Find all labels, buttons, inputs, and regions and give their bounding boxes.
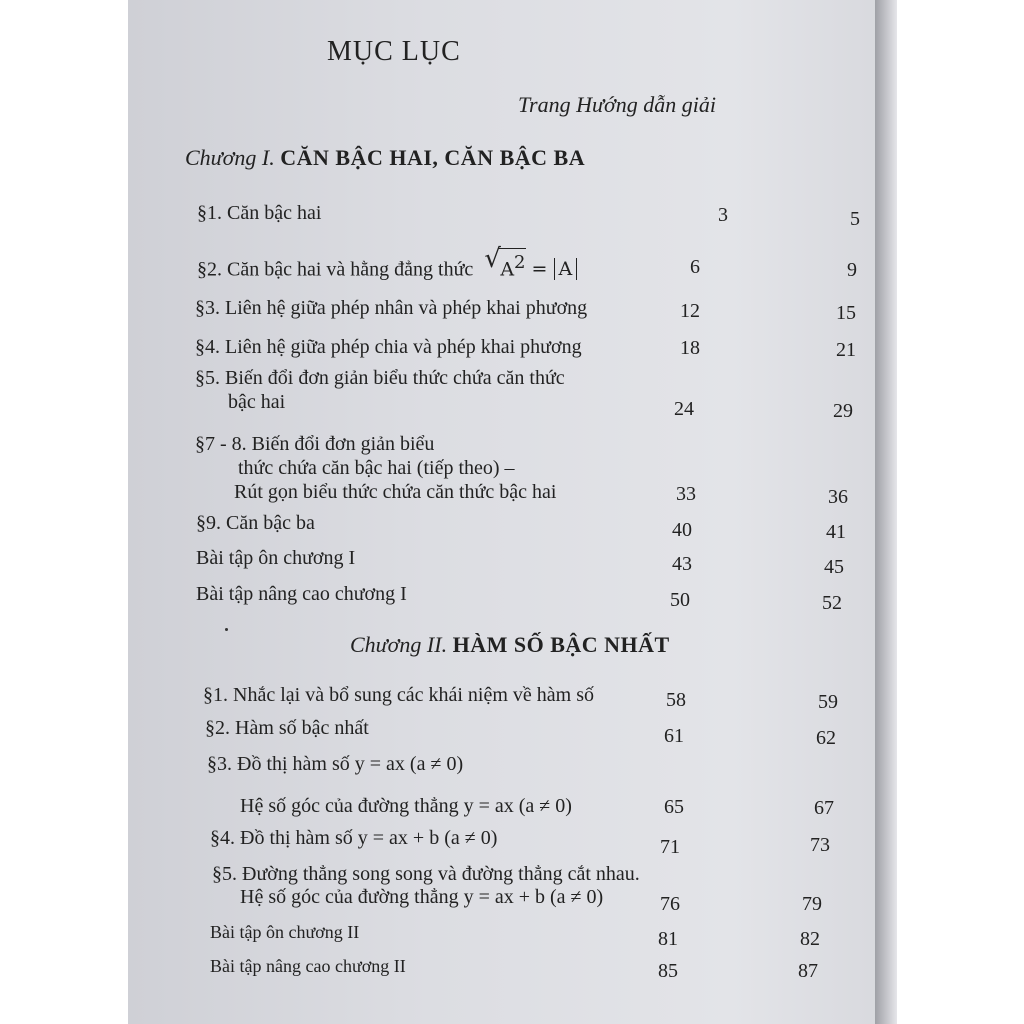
toc-entry-page: 76 <box>660 893 680 915</box>
toc-entry-solution-page: 62 <box>816 727 836 749</box>
toc-entry-page: 33 <box>676 483 696 505</box>
toc-entry-solution-page: 21 <box>836 339 856 361</box>
toc-entry-page: 58 <box>666 689 686 711</box>
toc-entry-page: 24 <box>674 398 694 420</box>
toc-entry-page: 50 <box>670 589 690 611</box>
page-title: MỤC LỤC <box>327 36 461 67</box>
toc-entry-solution-page: 5 <box>850 208 860 230</box>
toc-entry-solution-page: 36 <box>828 486 848 508</box>
chapter-1-heading <box>185 145 585 171</box>
toc-entry-label-cont: thức chứa căn bậc hai (tiếp theo) – <box>238 457 515 479</box>
toc-entry-label: §3. Đồ thị hàm số y = ax (a ≠ 0) <box>207 753 464 775</box>
chapter-1-name: CĂN BẬC HAI, CĂN BẬC BA <box>280 145 586 170</box>
toc-entry-label: §4. Liên hệ giữa phép chia và phép khai phương <box>195 336 582 358</box>
toc-entry-label-cont: Hệ số góc của đường thẳng y = ax + b (a ≠ 0) <box>240 886 604 908</box>
toc-entry-solution-page: 29 <box>833 400 853 422</box>
chapter-1-prefix: Chương I. <box>185 145 275 170</box>
toc-entry-label: Bài tập ôn chương I <box>196 547 356 569</box>
toc-entry-label: §1. Nhắc lại và bổ sung các khái niệm về hàm số <box>203 684 594 706</box>
toc-entry-solution-page: 87 <box>798 960 818 982</box>
toc-entry-page: 12 <box>680 300 700 322</box>
toc-entry-solution-page: 52 <box>822 592 842 614</box>
toc-entry-page: 71 <box>660 836 680 858</box>
toc-entry-label-cont: Rút gọn biểu thức chứa căn thức bậc hai <box>234 481 557 503</box>
toc-entry-solution-page: 67 <box>814 797 834 819</box>
toc-entry-page: 61 <box>664 725 684 747</box>
toc-entry-label-cont: Hệ số góc của đường thẳng y = ax (a ≠ 0) <box>240 795 572 817</box>
toc-entry-label: Bài tập nâng cao chương I <box>196 583 407 605</box>
toc-entry-page: 85 <box>658 960 678 982</box>
toc-entry-solution-page: 59 <box>818 691 838 713</box>
chapter-2-prefix: Chương II. <box>350 632 448 657</box>
toc-entry <box>197 244 577 282</box>
toc-entry-solution-page: 73 <box>810 834 830 856</box>
toc-entry-label: Bài tập nâng cao chương II <box>210 956 406 976</box>
identity-formula: √ $A^2 = A$ <box>484 258 577 280</box>
chapter-2-heading <box>350 632 670 658</box>
column-header: Trang Hướng dẫn giải <box>518 92 716 117</box>
toc-entry-label: §9. Căn bậc ba <box>196 512 315 534</box>
toc-entry-page: 40 <box>672 519 692 541</box>
toc-entry-solution-page: 15 <box>836 302 856 324</box>
toc-entry-label: §1. Căn bậc hai <box>197 202 322 224</box>
toc-entry-page: 81 <box>658 928 678 950</box>
toc-entry-solution-page: 45 <box>824 556 844 578</box>
toc-entry-solution-page: 79 <box>802 893 822 915</box>
toc-entry-label: §2. Hàm số bậc nhất <box>205 717 369 739</box>
toc-entry-label-cont: bậc hai <box>228 391 286 413</box>
ink-dot <box>225 628 228 631</box>
toc-entry-label: §5. Đường thẳng song song và đường thẳng cắt nhau. <box>212 863 640 885</box>
toc-entry-page: 6 <box>690 256 700 278</box>
toc-entry-page: 3 <box>718 204 728 226</box>
toc-entry-label: §5. Biến đổi đơn giản biểu thức chứa căn thức <box>195 367 565 389</box>
toc-entry-label: §7 - 8. Biến đổi đơn giản biểu <box>195 433 435 455</box>
chapter-2-name: HÀM SỐ BẬC NHẤT <box>452 632 670 657</box>
toc-entry-solution-page: 41 <box>826 521 846 543</box>
toc-entry-label: §2. Căn bậc hai và hằng đẳng thức <box>197 258 474 281</box>
toc-entry-label: Bài tập ôn chương II <box>210 922 360 942</box>
toc-entry-solution-page: 9 <box>847 259 857 281</box>
toc-entry-label: §4. Đồ thị hàm số y = ax + b (a ≠ 0) <box>210 827 498 849</box>
toc-entry-label: §3. Liên hệ giữa phép nhân và phép khai phương <box>195 297 588 319</box>
toc-entry-solution-page: 82 <box>800 928 820 950</box>
toc-entry-page: 43 <box>672 553 692 575</box>
sqrt-symbol: √ $A^2$ <box>484 244 526 281</box>
toc-entry-page: 65 <box>664 796 684 818</box>
page-edge-shadow <box>875 0 897 1024</box>
toc-entry-page: 18 <box>680 337 700 359</box>
